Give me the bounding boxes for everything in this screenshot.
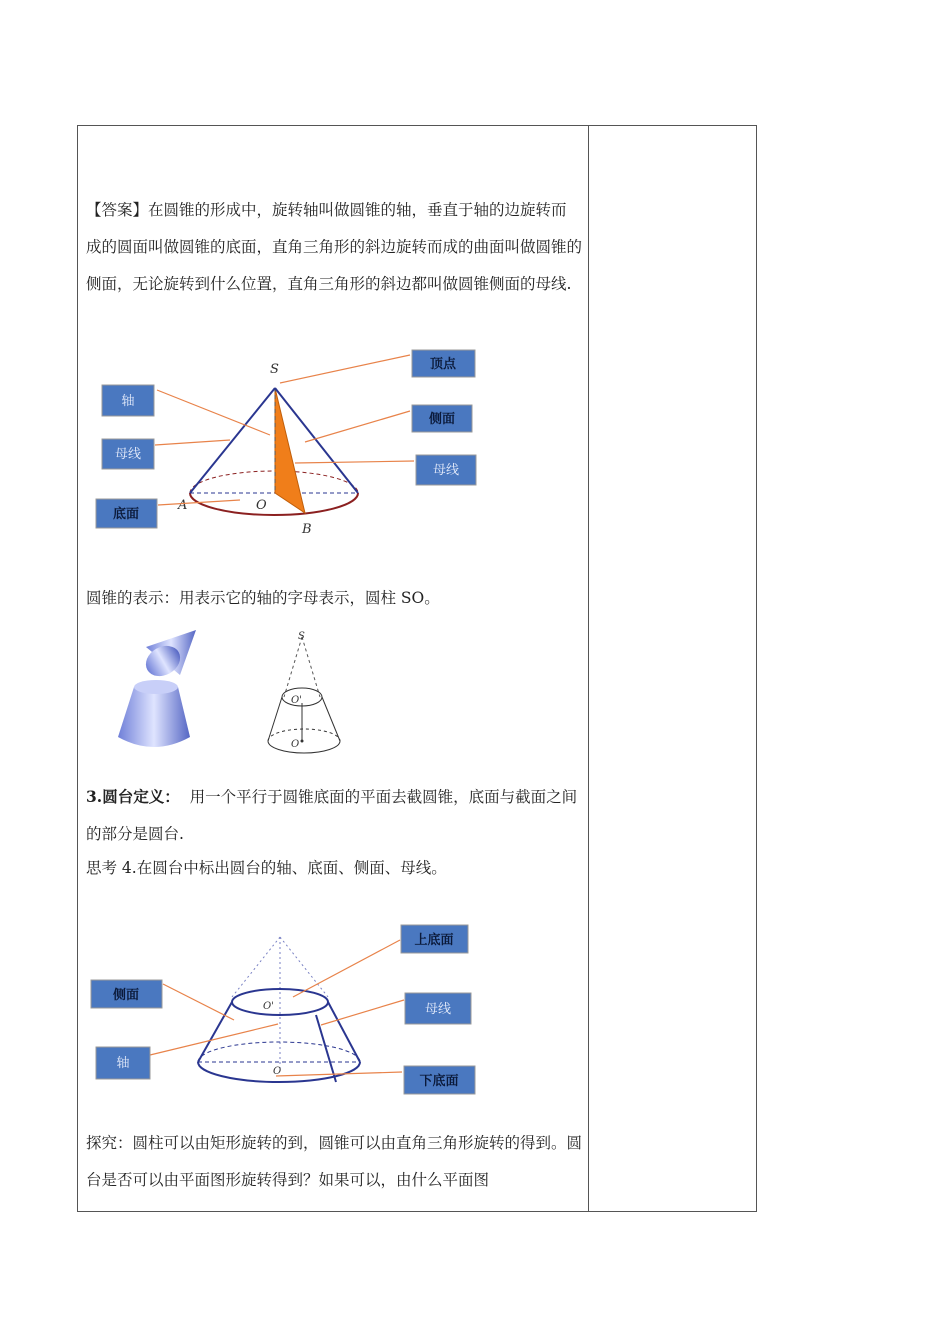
sketch-point-o [301,740,304,743]
label-generatrix-right: 母线 [432,463,460,478]
label-base: 底面 [112,507,140,522]
leader-generatrix-left [155,440,230,445]
point-s: S [270,362,279,377]
cone-diagram [90,345,490,540]
sketch-label-o: O [291,739,300,750]
sketch-label-s: S [298,631,305,642]
sketch-base-front [268,741,340,753]
label-lateral-f: 侧面 [112,988,140,1003]
leader-generatrix-right [295,461,414,463]
leader-top-base [293,940,400,997]
frustum-def-num: 3. [86,787,103,806]
label-generatrix-f: 母线 [424,1002,452,1017]
cone-notation: 圆锥的表示：用表示它的轴的字母表示，圆柱 SO。 [86,589,440,607]
frustum-definition [86,778,582,853]
frustum-apex-right [280,937,328,997]
sketch-base-back [268,729,340,741]
point-b: B [302,522,312,537]
frustum-def-title: 圆台定义： [102,787,180,806]
label-lateral: 侧面 [428,412,456,427]
answer-prefix: 【答案】 [86,201,149,219]
point-a: A [178,498,188,513]
sketch-label-o1: O' [291,695,302,706]
answer-paragraph [86,192,582,303]
frustum-apex-left [232,937,280,997]
frustum-point-o1: O' [263,1001,274,1012]
frustum-sketch [262,625,352,760]
cone-side-left [190,388,275,493]
sketch-side-right [322,697,340,741]
cone-base-front [190,493,358,515]
sketch-side-left [268,697,282,741]
label-axis: 轴 [121,394,135,409]
frustum-bottom-back [198,1042,360,1062]
leader-vertex [280,355,410,383]
leader-base [158,500,240,505]
frustum-3d-picture [112,625,212,755]
label-generatrix-left: 母线 [114,447,142,462]
label-top-base: 上底面 [414,933,454,948]
cone-base-back [190,471,358,493]
label-bottom-base: 下底面 [419,1074,459,1089]
answer-text: 在圆锥的形成中，旋转轴叫做圆锥的轴，垂直于轴的边旋转而成的圆面叫做圆锥的底面，直角三角形的斜边旋转而成的曲面叫做圆锥的侧面，无论旋转到什么位置，直角三角形的斜边都叫做圆锥侧面的母线. [86,201,583,293]
think-4: 思考 4.在圆台中标出圆台的轴、底面、侧面、母线。 [86,859,447,877]
frustum-def-text: 用一个平行于圆锥底面的平面去截圆锥，底面与截面之间的部分是圆台. [86,788,578,843]
leader-lateral-f [163,984,234,1020]
table-column-divider [588,125,589,1212]
explore-paragraph: 探究：圆柱可以由矩形旋转的到，圆锥可以由直角三角形旋转的得到。圆台是否可以由平面图形旋转得到？如果可以，由什么平面图 [86,1134,583,1189]
point-o: O [256,498,267,513]
frustum-point-o: O [273,1066,282,1077]
label-vertex: 顶点 [429,357,457,372]
frustum-generatrix [316,1015,336,1082]
leader-lateral [305,411,410,442]
frustum-top [134,680,178,694]
frustum-diagram [88,922,483,1102]
frustum-body [118,687,190,747]
frustum-side-right [328,1002,360,1062]
label-axis-f: 轴 [116,1056,130,1071]
leader-axis [157,390,270,435]
